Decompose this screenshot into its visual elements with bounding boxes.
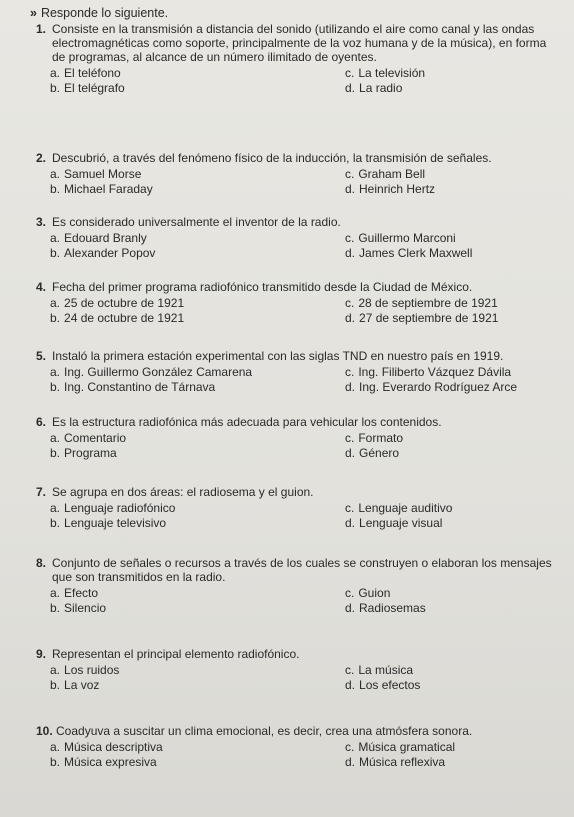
option-a[interactable]: a. Ing. Guillermo González Camarena (50, 365, 253, 379)
question-6 (36, 415, 560, 460)
option-b[interactable]: b. El telégrafo (50, 81, 125, 95)
question-number: 3. (36, 215, 47, 229)
option-c[interactable]: c. Graham Bell (345, 167, 426, 181)
option-c[interactable]: c. Ing. Filiberto Vázquez Dávila (345, 365, 512, 379)
option-c[interactable]: c. Guillermo Marconi (345, 231, 456, 245)
option-c[interactable]: c. 28 de septiembre de 1921 (345, 296, 498, 310)
question-9 (36, 647, 560, 692)
options-grid (50, 586, 560, 615)
option-b[interactable]: b. Lenguaje televisivo (50, 516, 167, 530)
question-number: 10. (36, 724, 53, 738)
option-d[interactable]: d. Heinrich Hertz (345, 182, 436, 196)
question-text: Es la estructura radiofónica más adecuada para vehicular los contenidos. (52, 415, 442, 429)
option-d[interactable]: d. Los efectos (345, 678, 421, 692)
option-d[interactable]: d. Ing. Everardo Rodríguez Arce (345, 380, 518, 394)
option-d[interactable]: d. Música reflexiva (345, 755, 446, 769)
option-d[interactable]: d. La radio (345, 81, 403, 95)
option-a[interactable]: a. Samuel Morse (50, 167, 142, 181)
option-d[interactable]: d. Lenguaje visual (345, 516, 443, 530)
question-text: Se agrupa en dos áreas: el radiosema y el guion. (52, 485, 314, 499)
option-a[interactable]: a. Edouard Branly (50, 231, 147, 245)
question-number: 8. (36, 556, 47, 570)
option-b[interactable]: b. La voz (50, 678, 100, 692)
option-b[interactable]: b. Ing. Constantino de Tárnava (50, 380, 216, 394)
question-number: 9. (36, 647, 47, 661)
option-a[interactable]: a. Lenguaje radiofónico (50, 501, 176, 515)
option-a[interactable]: a. Los ruidos (50, 663, 120, 677)
options-grid (50, 740, 560, 769)
question-text: Instaló la primera estación experimental con las siglas TND en nuestro país en 1919. (52, 349, 504, 363)
question-10 (36, 724, 560, 769)
options-grid (50, 231, 560, 260)
option-a[interactable]: a. 25 de octubre de 1921 (50, 296, 185, 310)
option-a[interactable]: a. Comentario (50, 431, 127, 445)
question-text: Coadyuva a suscitar un clima emocional, es decir, crea una atmósfera sonora. (56, 724, 473, 738)
question-4 (36, 280, 560, 325)
options-grid (50, 501, 560, 530)
question-text: Descubrió, a través del fenómeno físico de la inducción, la transmisión de señales. (52, 151, 492, 165)
option-c[interactable]: c. La televisión (345, 66, 426, 80)
question-3 (36, 215, 560, 260)
question-text: Representan el principal elemento radiofónico. (52, 647, 300, 661)
double-chevron-icon: » (30, 6, 37, 20)
option-d[interactable]: d. James Clerk Maxwell (345, 246, 473, 260)
options-grid (50, 66, 560, 95)
question-8 (36, 556, 560, 615)
option-d[interactable]: d. 27 de septiembre de 1921 (345, 311, 499, 325)
question-number: 6. (36, 415, 47, 429)
option-d[interactable]: d. Género (345, 446, 400, 460)
option-c[interactable]: c. Formato (345, 431, 404, 445)
question-text: Fecha del primer programa radiofónico transmitido desde la Ciudad de México. (52, 280, 473, 294)
instruction-heading: » Responde lo siguiente. (30, 6, 169, 20)
option-c[interactable]: c. Lenguaje auditivo (345, 501, 453, 515)
options-grid (50, 296, 560, 325)
option-b[interactable]: b. Programa (50, 446, 117, 460)
option-b[interactable]: b. Alexander Popov (50, 246, 156, 260)
question-text: Conjunto de señales o recursos a través de los cuales se construyen o elaboran los mensajes que son transmitidos en la radio. (52, 556, 552, 584)
question-number: 2. (36, 151, 47, 165)
option-a[interactable]: a. Efecto (50, 586, 99, 600)
question-text: Es considerado universalmente el inventor de la radio. (52, 215, 341, 229)
option-b[interactable]: b. 24 de octubre de 1921 (50, 311, 185, 325)
option-b[interactable]: b. Michael Faraday (50, 182, 153, 196)
question-number: 1. (36, 22, 47, 36)
option-b[interactable]: b. Silencio (50, 601, 107, 615)
option-b[interactable]: b. Música expresiva (50, 755, 157, 769)
question-1 (36, 22, 560, 95)
option-c[interactable]: c. Música gramatical (345, 740, 456, 754)
options-grid (50, 663, 560, 692)
option-a[interactable]: a. El teléfono (50, 66, 121, 80)
question-number: 4. (36, 280, 47, 294)
options-grid (50, 167, 560, 196)
option-c[interactable]: c. Guion (345, 586, 391, 600)
question-text: Consiste en la transmisión a distancia del sonido (utilizando el aire como canal y las ondas electromagnéticas como soporte, principalmente de la voz humana y de la música), en forma de programas, al alcance de un número ilimitado de oyentes. (52, 22, 547, 64)
question-2 (36, 151, 560, 196)
question-7 (36, 485, 560, 530)
question-number: 7. (36, 485, 47, 499)
question-number: 5. (36, 349, 47, 363)
option-d[interactable]: d. Radiosemas (345, 601, 426, 615)
options-grid (50, 365, 560, 394)
option-a[interactable]: a. Música descriptiva (50, 740, 163, 754)
options-grid (50, 431, 560, 460)
option-c[interactable]: c. La música (345, 663, 414, 677)
question-5 (36, 349, 560, 394)
